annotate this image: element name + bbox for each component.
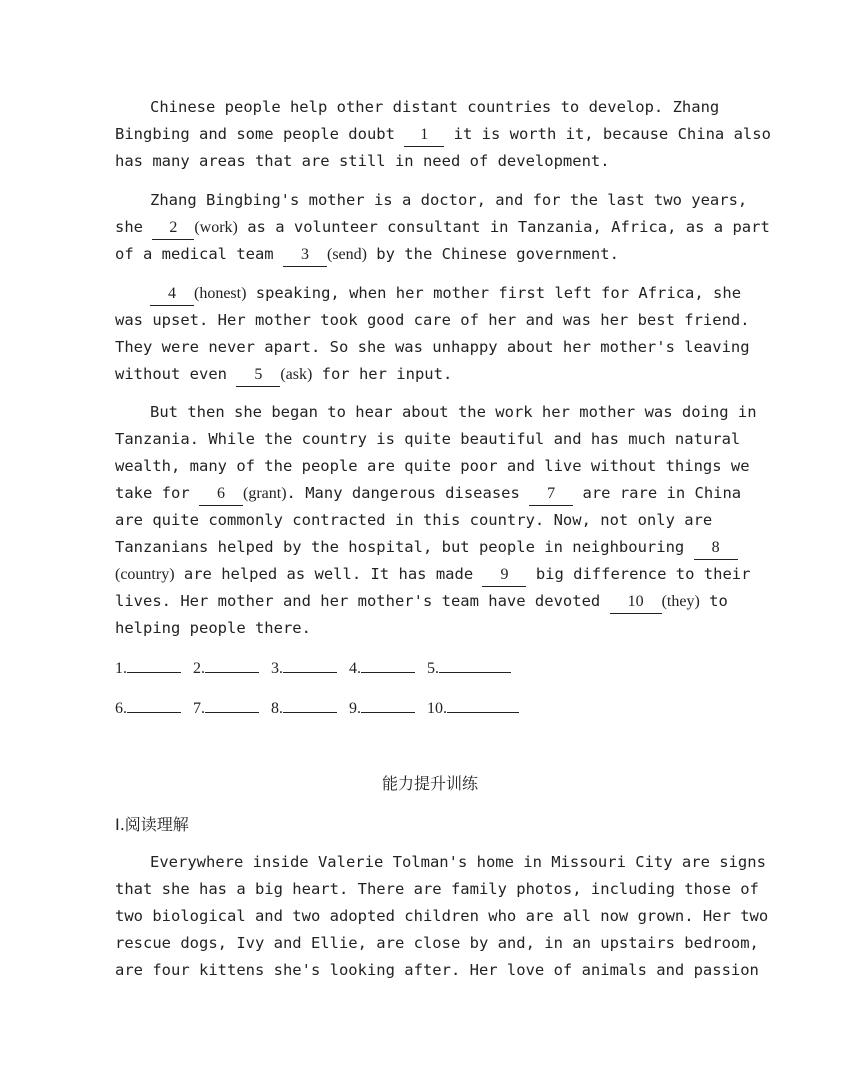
word-hint: (send) (326, 246, 367, 263)
text-line: But then she began to hear about the work her mother was doing in (150, 403, 757, 421)
text-fragment: as a volunteer consultant in Tanzania, Africa, as a part (237, 218, 770, 236)
text-fragment: she (115, 218, 153, 236)
answer-field[interactable] (283, 652, 337, 673)
answer-row (115, 652, 519, 680)
text-fragment: lives. Her mother and her mother's team have devoted (115, 592, 610, 610)
section-title: Ⅰ.阅读理解 (115, 815, 189, 834)
answer-field[interactable] (361, 652, 415, 673)
text-line (115, 480, 755, 507)
answer-item (349, 652, 415, 683)
blank-9[interactable]: 9 (482, 564, 526, 587)
answer-field[interactable] (283, 692, 337, 713)
text-fragment: big difference to their (526, 565, 751, 583)
blank-8[interactable]: 8 (694, 537, 738, 560)
paragraph-4 (115, 399, 755, 642)
text-fragment: Tanzanians helped by the hospital, but people in neighbouring (115, 538, 694, 556)
blank-5[interactable]: 5 (236, 364, 280, 387)
word-hint: (work) (194, 219, 238, 236)
answer-field[interactable] (205, 652, 259, 673)
text-line: rescue dogs, Ivy and Ellie, are close by and, in an upstairs bedroom, (115, 934, 759, 952)
text-line: that she has a big heart. There are family photos, including those of (115, 880, 759, 898)
answer-field[interactable] (439, 652, 511, 673)
text-fragment: to (699, 592, 728, 610)
answer-number: 4. (349, 660, 361, 677)
paragraph-2 (115, 187, 770, 268)
answer-item (271, 652, 337, 683)
text-line: They were never apart. So she was unhappy about her mother's leaving (115, 338, 750, 356)
word-hint: (honest) (194, 285, 247, 302)
answer-item (115, 692, 181, 723)
answer-number: 5. (427, 660, 439, 677)
answer-item (115, 652, 181, 683)
answer-field[interactable] (127, 652, 181, 673)
reading-passage (115, 849, 769, 984)
text-line (115, 241, 755, 268)
text-line (115, 534, 755, 561)
answer-number: 8. (271, 700, 283, 717)
answer-field[interactable] (447, 692, 519, 713)
word-hint: (country) (115, 566, 175, 583)
section-heading: 能力提升训练 (381, 774, 478, 793)
text-line: Zhang Bingbing's mother is a doctor, and for the last two years, (150, 191, 748, 209)
word-hint: (they) (661, 593, 700, 610)
text-line: was upset. Her mother took good care of her and was her best friend. (115, 311, 750, 329)
answer-item (427, 692, 519, 723)
answer-field[interactable] (361, 692, 415, 713)
text-fragment: of a medical team (115, 245, 283, 263)
blank-7[interactable]: 7 (529, 483, 573, 506)
answer-number: 9. (349, 700, 361, 717)
answer-row (115, 692, 527, 720)
text-line: helping people there. (115, 619, 311, 637)
text-line (115, 280, 755, 307)
blank-4[interactable]: 4 (150, 283, 194, 306)
text-line (115, 561, 755, 588)
text-fragment: for her input. (312, 365, 453, 383)
text-line (115, 214, 770, 241)
blank-3[interactable]: 3 (283, 244, 327, 267)
answer-number: 2. (193, 660, 205, 677)
text-line: has many areas that are still in need of development. (115, 152, 610, 170)
text-fragment: it is worth it, because China also (444, 125, 771, 143)
text-line (115, 121, 771, 148)
answer-item (349, 692, 415, 723)
text-fragment: by the Chinese government. (366, 245, 619, 263)
paragraph-3 (115, 280, 755, 388)
blank-1[interactable]: 1 (404, 124, 444, 147)
answer-number: 1. (115, 660, 127, 677)
text-line: are quite commonly contracted in this country. Now, not only are (115, 511, 713, 529)
text-fragment: speaking, when her mother first left for Africa, she (246, 284, 742, 302)
word-hint: (grant) (243, 485, 287, 502)
answer-number: 10. (427, 700, 447, 717)
text-fragment: take for (115, 484, 199, 502)
answer-item (271, 692, 337, 723)
text-fragment: are helped as well. It has made (174, 565, 483, 583)
text-line (115, 588, 755, 615)
answer-field[interactable] (205, 692, 259, 713)
word-hint: (ask) (280, 366, 313, 383)
text-line: wealth, many of the people are quite poor and live without things we (115, 457, 750, 475)
paragraph-1 (115, 94, 771, 175)
text-line: are four kittens she's looking after. Her love of animals and passion (115, 961, 759, 979)
blank-10[interactable]: 10 (610, 591, 662, 614)
answer-field[interactable] (127, 692, 181, 713)
text-line: Tanzania. While the country is quite beautiful and has much natural (115, 430, 741, 448)
answer-number: 6. (115, 700, 127, 717)
blank-6[interactable]: 6 (199, 483, 243, 506)
blank-2[interactable]: 2 (152, 217, 194, 240)
answer-item (193, 652, 259, 683)
answer-item (193, 692, 259, 723)
answer-number: 3. (271, 660, 283, 677)
text-fragment: are rare in China (573, 484, 742, 502)
text-fragment: Bingbing and some people doubt (115, 125, 405, 143)
answer-item (427, 652, 511, 683)
text-line: two biological and two adopted children who are all now grown. Her two (115, 907, 769, 925)
text-line (115, 361, 755, 388)
text-fragment: . Many dangerous diseases (286, 484, 530, 502)
text-fragment: without even (115, 365, 237, 383)
text-line: Chinese people help other distant countries to develop. Zhang (150, 98, 720, 116)
text-line: Everywhere inside Valerie Tolman's home in Missouri City are signs (150, 853, 766, 871)
answer-number: 7. (193, 700, 205, 717)
